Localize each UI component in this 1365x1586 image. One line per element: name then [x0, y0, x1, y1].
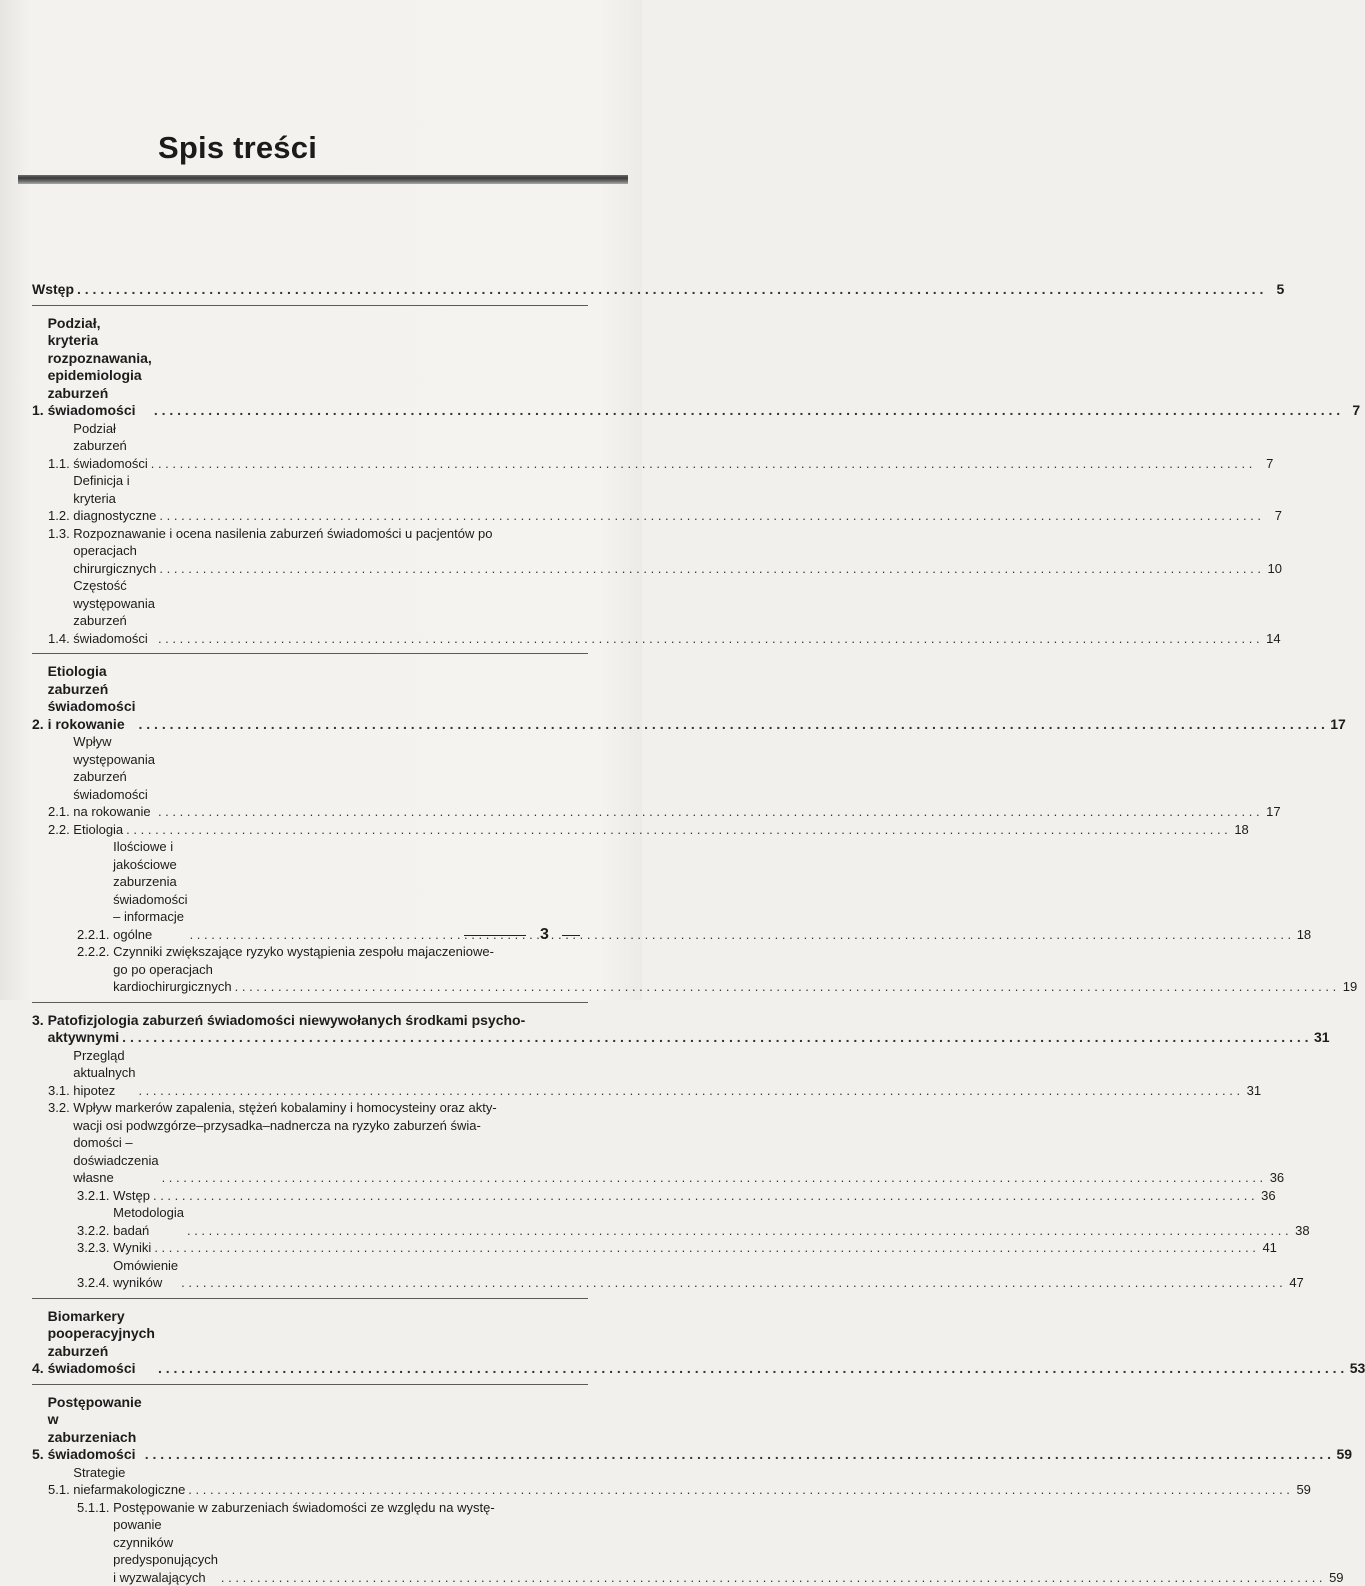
- toc-leader-dots: [235, 978, 1337, 996]
- toc-entry-1-1[interactable]: [32, 420, 588, 473]
- toc-entry-title: Wyniki: [113, 1239, 151, 1257]
- toc-entry-number: 3.2.1.: [77, 1187, 113, 1205]
- toc-page-number: 17: [1263, 803, 1281, 821]
- toc-entry-3-2[interactable]: [32, 1099, 588, 1187]
- toc-entry-1-2[interactable]: [32, 472, 588, 525]
- toc-leader-dots: [154, 1239, 1256, 1257]
- title-rule: [18, 175, 628, 184]
- toc-page-number: 31: [1312, 1029, 1330, 1047]
- toc-entry-number: 1.2.: [48, 507, 73, 525]
- toc-entry-number: 3.2.: [48, 1099, 73, 1187]
- toc-entry-number: 4.: [32, 1360, 48, 1378]
- toc-entry-intro[interactable]: [32, 281, 588, 299]
- toc-entry-number: 1.: [32, 402, 48, 420]
- toc-entry-title: Podział zaburzeń świadomości: [73, 420, 147, 473]
- toc-page-number: 18: [1293, 926, 1311, 944]
- toc-page-number: 7: [1342, 402, 1360, 420]
- toc-leader-dots: [158, 630, 1260, 648]
- toc-page-number: 19: [1339, 978, 1357, 996]
- toc-entry-2-2-2[interactable]: [32, 943, 588, 996]
- section-divider: [32, 1002, 588, 1003]
- toc-entry-title: Biomarkery pooperacyjnych zaburzeń świadomości: [48, 1308, 155, 1378]
- toc-page-number: 18: [1231, 821, 1249, 839]
- toc-entry-title: Wpływ występowania zaburzeń świadomości na rokowanie: [73, 733, 155, 821]
- toc-entry-2-1[interactable]: [32, 733, 588, 821]
- toc-leader-dots: [126, 821, 1228, 839]
- toc-entry-number: 2.1.: [48, 803, 73, 821]
- toc-entry-title: Postępowanie w zaburzeniach świadomości: [48, 1394, 142, 1464]
- toc-entry-number: 2.: [32, 716, 48, 734]
- toc-leader-dots: [158, 803, 1260, 821]
- toc-entry-chapter-4[interactable]: [32, 1308, 588, 1378]
- toc-entry-number: 2.2.2.: [77, 943, 113, 996]
- toc-page-number: 17: [1328, 716, 1346, 734]
- section-divider: [32, 653, 588, 654]
- toc-leader-dots: [138, 1082, 1240, 1100]
- toc-entry-number: 3.: [32, 1012, 48, 1047]
- toc-page-number: 36: [1266, 1169, 1284, 1187]
- toc-entry-3-2-2[interactable]: [32, 1204, 588, 1239]
- toc-entry-title: Ilościowe i jakościowe zaburzenia świadomości – informacje ogólne: [113, 838, 187, 943]
- folio-page-number: 3: [540, 926, 549, 944]
- toc-entry-title: Metodologia badań: [113, 1204, 184, 1239]
- toc-leader-dots: [158, 1360, 1344, 1378]
- toc-entry-title: Etiologia: [73, 821, 123, 839]
- toc-leader-dots: [154, 402, 1340, 420]
- toc-leader-dots: [122, 1029, 1308, 1047]
- toc-leader-dots: [190, 926, 1292, 944]
- toc-entry-number: 1.3.: [48, 525, 73, 578]
- toc-entry-number: 2.2.1.: [77, 926, 113, 944]
- toc-entry-number: 3.2.4.: [77, 1274, 113, 1292]
- toc-page-number: 10: [1264, 560, 1282, 578]
- toc-entry-number: 2.2.: [48, 821, 73, 839]
- toc-page-number: 36: [1258, 1187, 1276, 1205]
- toc-entry-number: 3.2.2.: [77, 1222, 113, 1240]
- toc-entry-3-2-4[interactable]: [32, 1257, 588, 1292]
- toc-entry-title-line: Postępowanie w zaburzeniach świadomości ze względu na wystę-: [113, 1499, 495, 1517]
- page-title: Spis treści: [158, 130, 317, 166]
- toc-entry-1-4[interactable]: [32, 577, 588, 647]
- toc-page-number: 7: [1255, 455, 1273, 473]
- toc-entry-5-1[interactable]: [32, 1464, 588, 1499]
- toc-entry-2-2[interactable]: [32, 821, 588, 839]
- toc-entry-number: 5.: [32, 1446, 48, 1464]
- toc-entry-title: Omówienie wyników: [113, 1257, 178, 1292]
- toc-entry-chapter-1[interactable]: [32, 315, 588, 420]
- toc-page-number: 7: [1264, 507, 1282, 525]
- toc-entry-title-line: powanie czynników predysponujących i wyzwalających: [113, 1516, 218, 1586]
- section-divider: [32, 1384, 588, 1385]
- toc-leader-dots: [159, 560, 1261, 578]
- toc-page-number: 59: [1293, 1481, 1311, 1499]
- toc-entry-title: Wstęp: [32, 281, 74, 299]
- toc-leader-dots: [188, 1481, 1290, 1499]
- toc-entry-3-2-1[interactable]: [32, 1187, 588, 1205]
- toc-entry-title: Etiologia zaburzeń świadomości i rokowanie: [48, 663, 136, 733]
- toc-entry-title-line: go po operacjach kardiochirurgicznych: [113, 961, 232, 996]
- toc-leader-dots: [162, 1169, 1264, 1187]
- toc-entry-title: Definicja i kryteria diagnostyczne: [73, 472, 156, 525]
- toc-entry-number: 5.1.: [48, 1481, 73, 1499]
- toc-entry-title-line: Czynniki zwiększające ryzyko wystąpienia zespołu majaczeniowe-: [113, 943, 494, 961]
- toc-entry-chapter-5[interactable]: [32, 1394, 588, 1464]
- toc-leader-dots: [181, 1274, 1283, 1292]
- toc-page-number: 59: [1326, 1569, 1344, 1586]
- toc-entry-number: 5.1.1.: [77, 1499, 113, 1586]
- footer-rule: [464, 935, 526, 936]
- toc-page-number: 31: [1243, 1082, 1261, 1100]
- toc-entry-title-line: domości – doświadczenia własne: [73, 1134, 158, 1187]
- toc-entry-title: Strategie niefarmakologiczne: [73, 1464, 185, 1499]
- section-divider: [32, 1298, 588, 1299]
- toc-entry-3-2-3[interactable]: [32, 1239, 588, 1257]
- toc-leader-dots: [159, 507, 1261, 525]
- toc-page-number: 59: [1334, 1446, 1352, 1464]
- toc-entry-2-2-1[interactable]: [32, 838, 588, 943]
- toc-entry-title: Podział, kryteria rozpoznawania, epidemiologia zaburzeń świadomości: [48, 315, 152, 420]
- footer-dash: [562, 935, 580, 936]
- toc-leader-dots: [187, 1222, 1289, 1240]
- toc-page-number: 41: [1259, 1239, 1277, 1257]
- toc-entry-number: 3.2.3.: [77, 1239, 113, 1257]
- toc-entry-3-1[interactable]: [32, 1047, 588, 1100]
- toc-entry-title-line: Patofizjologia zaburzeń świadomości niewywołanych środkami psycho-: [48, 1012, 526, 1030]
- toc-leader-dots: [145, 1446, 1331, 1464]
- toc-entry-title-line: Rozpoznawanie i ocena nasilenia zaburzeń świadomości u pacjentów po: [73, 525, 492, 543]
- toc-page-number: 38: [1292, 1222, 1310, 1240]
- toc-entry-chapter-3[interactable]: [32, 1012, 588, 1047]
- toc-entry-1-3[interactable]: [32, 525, 588, 578]
- toc-entry-5-1-1[interactable]: [32, 1499, 588, 1586]
- toc-leader-dots: [153, 1187, 1255, 1205]
- toc-entry-number: 1.4.: [48, 630, 73, 648]
- toc-page-number: 47: [1286, 1274, 1304, 1292]
- toc-entry-number: 1.1.: [48, 455, 73, 473]
- toc-leader-dots: [221, 1569, 1323, 1586]
- toc-entry-chapter-2[interactable]: [32, 663, 588, 733]
- toc-entry-title: Częstość występowania zaburzeń świadomości: [73, 577, 155, 647]
- section-divider: [32, 305, 588, 306]
- toc-page-number: 5: [1266, 281, 1284, 299]
- toc-entry-title-line: Wpływ markerów zapalenia, stężeń kobalaminy i homocysteiny oraz akty-: [73, 1099, 496, 1117]
- toc-entry-title: Wstęp: [113, 1187, 150, 1205]
- toc-leader-dots: [77, 281, 1263, 299]
- book-page: [0, 0, 642, 1000]
- toc-entry-title-line: operacjach chirurgicznych: [73, 542, 156, 577]
- table-of-contents: [32, 281, 588, 1586]
- toc-entry-title-line: wacji osi podwzgórze–przysadka–nadnercza na ryzyko zaburzeń świa-: [73, 1117, 481, 1135]
- toc-entry-title-line: aktywnymi: [48, 1029, 120, 1047]
- toc-page-number: 53: [1347, 1360, 1365, 1378]
- toc-leader-dots: [151, 455, 1253, 473]
- toc-entry-number: 3.1.: [48, 1082, 73, 1100]
- toc-entry-title: Przegląd aktualnych hipotez: [73, 1047, 135, 1100]
- toc-page-number: 14: [1263, 630, 1281, 648]
- toc-leader-dots: [138, 716, 1324, 734]
